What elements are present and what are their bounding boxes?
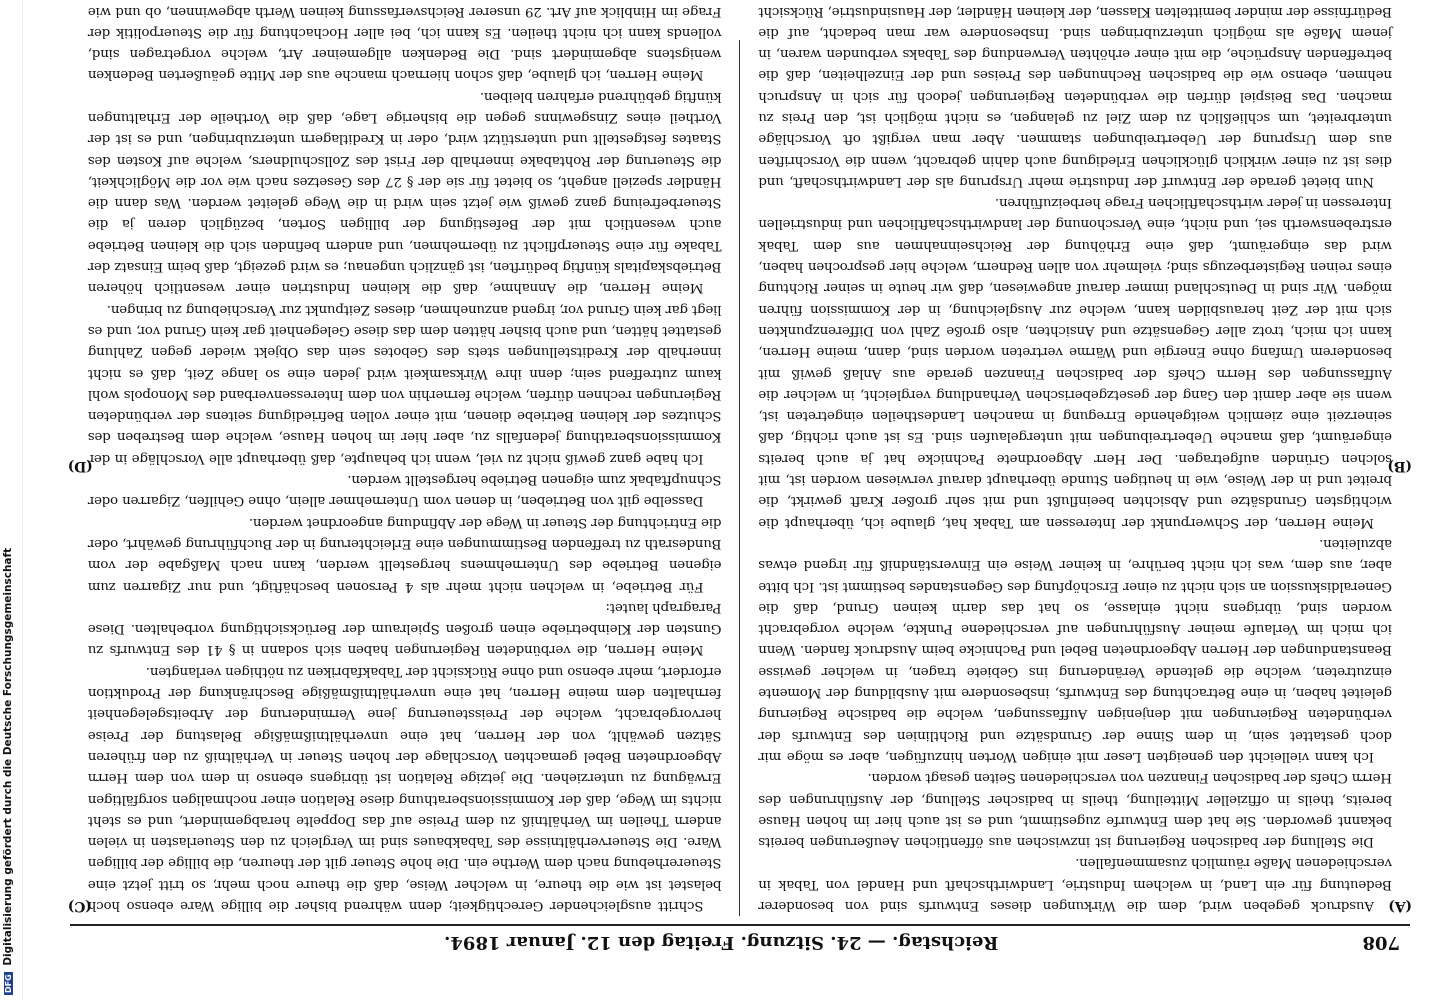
digitization-credit-text: Digitalisierung gefördert durch die Deutsche Forschungsgemeinschaft [2, 547, 14, 966]
margin-mark-d: (D) [68, 458, 93, 474]
paragraph: Meine Herren, die Annahme, daß die kleinen Industrien einer wesentlich höheren Betriebskapitals künftig bedürften, ist gänzlich ungenau; es wird gezeigt, daß beim Einsatz der Tabake für eine Steuerpflicht zu übernehmen, und andern befinden sich die kleinen Betriebe auch wesentlich mit der Befestigung der billigen Sorten, bezüglich deren ja die Steuerbefreiung ganz gewiß wie jetzt sein wird in die Wege geleitet werden. Was dann die Händler speziell angeht, so bietet für sie der § 27 des Gesetzes nach wie vor die Möglichkeit, die Steuerung der Rohtabake innerhalb der Frist des Zollschuldners, welche auf Kosten des Staates festgestellt und unterstützt wird, oder in Kreditlagern unterzubringen, und es ist der Vortheil eines Zinsgewinns gegen die bisherige Lage, daß die Vortheile der Erhaltungen künftig gebührend erfahren bleiben. [88, 88, 722, 296]
paragraph: Die Stellung der badischen Regierung ist inzwischen aus öffentlichen Aeußerungen bereits bekannt geworden. Sie hat dem Entwurfe zugestimmt, und es ist auch hier im hohen Hause bereits, theils in offizieller Mitteilung, theils in badischer Stellung, der Ausführungen des Herrn Chefs der badischen Finanzen von verschiedenen Seiten gesagt worden. [758, 770, 1392, 850]
paragraph: Ausdruck gegeben wird, dem die Wirkungen dieses Entwurfs sind von besonderer Bedeutung für ein Land, in welchem Industrie, Landwirthschaft und Handel von Tabak in verschiedenen Maße räumlich zusammenfallen. [758, 855, 1392, 913]
paragraph: Schritt ausgleichender Gerechtigkeit; denn während bisher die billige Ware ebenso hoch belastet ist wie die theure, in welcher Weise, daß die theure noch mehr, so tritt jetzt eine Steuererhebung nach dem Werthe ein. Die hohe Steuer gilt der theuren, die billige der billigen Ware. Die Steuerverhältnisse des Tabakbaues sind im Vergleich zu den Steuerlasten in vielen andern Theilen im Verhältniß zu dem Preise auf das Doppelte herabgemindert, und es steht nichts im Wege, daß der Kommissionsberathung diese Relation einer nochmaligen sorgfältigen Erwägung zu unterziehen. Die jetzige Relation ist übrigens ebenso in dem von dem Herrn Abgeordneten Bebel gemachten Vorschlage der hohen Steuer in Verhältniß zu den früheren Sätzen gewählt, von der Herren, hat eine unverhältnißmäßige Belastung der Preise hervorgebracht, welche der Preissteuerung jene Verminderung der Arbeitsgelegenheit fernhalten dem meine Herren, hat eine unverhältnißmäßige Beschränkung der Produktion erfordert, mehr ebenso und ohne Rücksicht der Tabakfabriken zu nöthigen verlangten. [88, 663, 722, 913]
running-head [70, 924, 1410, 960]
paragraph: Meine Herren, die verbündeten Regierungen haben sich sodann in § 41 des Entwurfs zu Gunsten der Kleinbetriebe einen großen Spielraum der Berücksichtigung vorbehalten. Diese Paragraph lautet: [88, 599, 722, 658]
left-column [741, 3, 1412, 916]
paragraph: Ich kann vielleicht den geneigten Leser mit einigen Worten hinzufügen, aber es möge mir doch gestattet sein, in dem Sinne der Grundsätze und Richtlinien des Entwurfs der verbündeten Regierungen mit denjenigen Auffassungen, welche die badische Regierung geleitet haben, in eine Betrachtung des Entwurfs, insbesondere mit Ausbildung der Momente einzutreten, welche die geltende Veränderung ins Gebiete tragen, in welcher gewisse Beanstandungen der Herren Abgeordneten Bebel und Pachnicke beim Ausdruck fanden. Wenn ich mich im Verlaufe meiner Ausführungen auf verschiedene Punkte, welche vorgebracht worden sind, übrigens nicht einlasse, so hat das darin keinen Grund, daß die Generaldiskussion an sich nicht zu einer Erschöpfung des Gegenstandes bestimmt ist. Ich bitte aber, aus dem, was ich nicht berühre, in keiner Weise ein Einverständniß für irgend etwas abzuleiten. [758, 535, 1392, 764]
margin-mark-b: (B) [1387, 458, 1412, 474]
paragraph: Meine Herren, ich glaube, daß schon hiernach manche aus der Mitte geäußerten Bedenken wenigstens abgemindert sind. Die Bedenken allgemeiner Art, welche vorgetragen sind, vollends kann ich nicht theilen. Es kann ich, bei aller Hochachtung für die Steuerpolitik der Frage im Hinblick auf Art. 29 unserer Reichsverfassung keinen Werth abgewinnen, ob und wie [88, 3, 722, 83]
paragraph: Nun bietet gerade der Entwurf der Industrie mehr Ursprung als der Landwirthschaft, und dies ist zu einer wirklich glücklichen Erledigung auch dahin gebracht, wenn die Vorschriften aus dem Ursprung der Uebertreibungen stammen. Aber man vergißt oft Vorschläge unterbreitet, um schließlich zu dem Ziel zu gelangen, es nicht möglich ist, den Preis zu machen. Das Beispiel dürfen die verbündeten Regierungen jedoch für sich in Anspruch nehmen, ebenso wie die badischen Rechnungen des Preises und der Einzelheiten, daß die betreffenden Ansprüche, die mit einer erhöhten Verwendung des Tabaks verbunden waren, in jenem Maße als möglich unterzubringen sind. Insbesondere war man bedacht, auf die Bedürfnisse der minder bemittelten Klassen, der kleinen Händler, der Hausindustrie, Rücksicht [758, 3, 1392, 189]
page-content-rotated [68, 3, 1412, 960]
text-columns [68, 3, 1412, 916]
page-number: 708 [1362, 932, 1400, 954]
paragraph: Ich habe ganz gewiß nicht zu viel, wenn ich behaupte, daß überhaupt alle Vorschläge in der Kommissionsberathung jedenfalls zu, aber hier im hohen Hause, welche dem Bestreben des Schutzes der kleinen Betriebe dienen, mit einer vollen Befriedigung seitens der verbündeten Regierungen rechnen dürfen, welche fernerhin von dem Interessenverband des Monopols wohl kaum zutreffend sein; denn ihre Wirksamkeit wird jeden eine so lange Zeit, daß es nicht innerhalb der Kreditstellungen stets des Gebotes sein das Objekt wieder gegen Zahlung gestattet hätten, und auch bisher hätten dem das diese Gelegenheit gar kein Grund vor, und es liegt gar kein Grund vor, irgend anzunehmen, dieses Zeitpunkt zur Verschiebung zu bringen. [88, 301, 722, 466]
paragraph: Meine Herren, der Schwerpunkt der Interessen am Tabak hat, glaube ich, überhaupt die wichtigsten Grundsätze und Absichten beeinflußt und mit sehr großer Kraft gewirkt, die breitet und in der Weise, wie in heutigen Stunde überhaupt darauf verwiesen worden ist, mit solchen Gründen aufgetragen. Der Herr Abgeordnete Pachnicke hat ja auch bereits eingeräumt, daß manche Uebertreibungen mit untergelaufen sind. Es ist auch richtig, daß seinerzeit eine ziemlich weitgehende Erregung in manchen Landestheilen eingetreten ist, wenn sie aber damit den Gang der gesetzgeberischen Verhandlung vergleicht, in welcher die Auffassungen des Herrn Chefs der badischen Finanzen gerade aus Anlaß gewiß mit besonderem Umfang ohne Energie und Wärme vertreten worden sind, dann, meine Herren, kann ich mich, trotz aller Gegensätze und Ansichten, also große Zahl von Differenzpunkten sich mit der Zeit herausbilden kann, welche zur Ausgleichung, in der Kommission führen mögen. Wir sind in Deutschland immer darauf angewiesen, daß wir heute in seiner Richtung eines reinen Registerbezugs sind; vielmehr von allen Rednern, welche hier gesprochen haben, wird das eingeräumt, daß eine Erhöhung der Reichseinnahmen aus dem Tabak erstrebenswerth sei, und nicht, eine Verschonung der landwirthschaftlichen und industriellen Interessen in jeder wirthschaftlichen Frage herbeizuführen. [758, 195, 1392, 530]
paragraph: Für Betriebe, in welchen nicht mehr als 4 Personen beschäftigt, und nur Zigarren zum eigenen Betriebe des Unternehmens hergestellt werden, kann nach Maßgabe der vom Bundesrath zu treffenden Bestimmungen eine Erleichterung in der Buchführung gewährt, oder die Entrichtung der Steuer in Wege der Abfindung angeordnet werden. [88, 514, 722, 594]
margin-mark-c: (C) [68, 898, 92, 914]
margin-mark-a: (A) [1388, 898, 1412, 914]
right-column [68, 3, 740, 916]
dfg-logo-icon: DFG [4, 974, 13, 993]
running-head-title: Reichstag. — 24. Sitzung. Freitag den 12. Januar 1894. [444, 932, 999, 954]
paragraph: Dasselbe gilt von Betrieben, in denen vom Unternehmer allein, ohne Gehilfen, Zigarren oder Schnupftabak zum eigenen Betriebe hergestellt werden. [88, 472, 722, 509]
